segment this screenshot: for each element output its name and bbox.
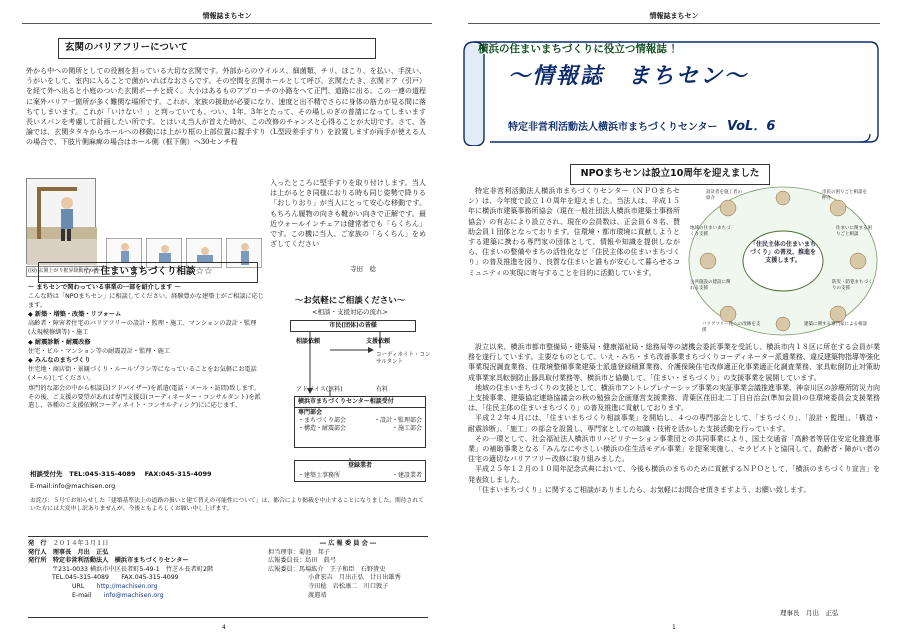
- anniversary-title: NPOまちセンは設立10周年を迎えました: [570, 164, 770, 185]
- paragraph: 平成２２年４月には、「住まいまちづくり相談事業」を開始し、４つの専門部会として、「まちづくり」、「設計・監理」、「構造・耐震診断」、「施工」の部会を設置し、専門家としての知識・技術を活かした支援活動を行っています。: [468, 414, 880, 433]
- chairman-signature: 理事長 月出 正弘: [780, 609, 839, 617]
- flow-citizens: 市民(団体)の皆様: [290, 320, 416, 332]
- newsletter-title: ～情報誌 まちセン～: [508, 64, 749, 89]
- right-page: [450, 0, 900, 636]
- service-description: 住宅地・商店街・景観づくり・ルールプラン等になっていることをお気軽にお電話(メール)してください。: [28, 366, 257, 382]
- email-link[interactable]: info@machisen.org: [103, 591, 164, 599]
- dept-item: ・構造・耐震部会: [298, 425, 347, 433]
- flow-coordinator: コーディネイト・コンサルタント: [376, 352, 431, 366]
- committee-row: 広報委員長：島田 眞弓: [268, 557, 337, 565]
- contact-email[interactable]: E-mail:info@machisen.org: [30, 482, 116, 490]
- publisher-tel-fax: TEL.045-315-4089 FAX.045-315-4099: [52, 574, 179, 582]
- url-label: URL: [72, 582, 85, 590]
- barrier-free-paragraph: 外から中への関所としての役割を担っている大切な玄関です。外部からのウイルス、細菌類、チリ、ほこり、を払い、手洗い、うがいをして、室内に入ることで菌がいればなおさらです。その空間を玄関ホールとして呼び、玄関たたき、玄関ドア（引戸）を経て外へ出ると小庭のついた玄関ポーチと続く。大小はあるものアプローチの小路をへて正門、道路に出る。この一連の道程に案外バリア一箇所が多く難関な場所です。これが、家族の援助が必要になり、速度と出不精でさらに身体の筋力が見る間に落ちてしまいます。これが「いけない！」と判っていても、つい、1年、3年とたって、その場しのぎの普請になってしまいます長いスパンを考慮して計画したい所です。とはいえ当人が首えた時が、この改修のチャンスと心得ることが大切です。さて、各論では、玄関タタキからホールへの移動には上がり框の上部位置に握手すり（L型段差手すり）を設置しますが両手が使える人の場合で、下肢片側麻痺の場合はホール側（框下側）へ30センチ程: [26, 67, 426, 147]
- contact-fax: FAX:045-315-4099: [144, 470, 212, 478]
- consult-intro: ～ まちセンで関わっている事業の一部を紹介します ～: [28, 284, 181, 291]
- flow-support-request: 支援依頼: [366, 338, 391, 345]
- entrance-illustration: [26, 178, 96, 264]
- page-number: 4: [222, 624, 226, 631]
- service-description: 高齢者・障害者住宅のバリアフリーの設計・監理・施工、マンションの設計・監理(大規模修繕等)・施工: [28, 320, 257, 336]
- diagram-node: 住まいに関する困りごと相談: [836, 226, 872, 238]
- paragraph: 地域の住まいまちづくりの支援として、横浜市アントレプレナーシップ事業の実証事業会議推進事業、神奈川区の診療所防災力向上支援事業、建築協定連絡協議会の秋の勉強会企画運営支援業務、青葉区荏田北二丁目自治会(準加会員)の住環境委員会支援業務は、「住民主体の住まいまちづくり」の普及推進に貢献しております。: [468, 383, 880, 413]
- activities-text: [468, 342, 880, 495]
- publisher-label: 発行人: [28, 548, 47, 556]
- diagram-node: 防災・防犯まちづくりの支援: [832, 280, 873, 292]
- dept-heading: 専門部会: [298, 409, 323, 416]
- consultation-title: ☆☆住まいまちづくり相談☆☆: [38, 262, 258, 283]
- contact-label: 相談受付先: [30, 470, 63, 478]
- committee-info: [268, 540, 428, 600]
- committee-row: 広報委員：馬場紘介 王子和臣 石野貴史: [268, 565, 386, 573]
- anniversary-paragraph: [468, 186, 680, 278]
- consultation-text: [28, 284, 264, 411]
- organization-name: [508, 118, 775, 136]
- running-head: 情報誌まちセン: [22, 12, 432, 24]
- publisher-address: 〒231-0033 横浜市中区長者町5-49-1 竹芝ル長者町2階: [52, 565, 214, 573]
- committee-row: 小倉宏吉 月出正弘 廿日出雄秀: [308, 574, 401, 582]
- website-link[interactable]: http://machisen.org: [96, 582, 158, 590]
- author-name: 寺田 稔: [350, 265, 376, 273]
- figure-caption: (図) 玄関上がり框昇降動作の例: [26, 266, 136, 277]
- masthead-banner: [460, 38, 880, 146]
- barrier-free-title: 玄関のバリアフリーについて: [58, 38, 376, 59]
- running-head: 情報誌まちセン: [468, 12, 880, 24]
- publisher-name: 理事長 月出 正弘: [52, 548, 109, 556]
- colophon: [28, 536, 428, 618]
- paragraph: 「住まいまちづくり」に関するご相談がありましたら、お気軽にお問合せ頂きますよう、お願い致します。: [475, 485, 811, 494]
- diagram-node: 建築に関する専門家による相談: [804, 322, 867, 327]
- publisher-info: [28, 540, 260, 600]
- flow-title: ～お気軽にご相談ください～: [294, 296, 406, 306]
- flow-center: 横浜市まちづくりセンター相談受付: [294, 396, 426, 408]
- committee-row: 渡邉靖: [308, 591, 327, 599]
- dept-item: ・まちづくり部会: [298, 417, 346, 425]
- banner-tagline: 横浜の住まいまちづくりに役立つ情報誌 ！: [478, 43, 682, 55]
- barrier-free-paragraph: 入ったところに堅手すりを取り付けします。当人は上がるとき同様におりる時も同じ姿勢で降りる「おしりおり」が当人にとって安心な移動です。もちろん履物の向きも靴がい向きで正解です。最近ウォールインチェアは健常者でも「らくちん」です。この機に当人、ご家族の「らくちん」をめざしてください: [270, 179, 426, 249]
- flow-paid: 有料: [376, 386, 389, 393]
- paragraph: 平成２５年１２月の１０周年記念式典において、今後も横浜のまちのために貢献するＮＰＯとして、「横浜のまちづくり宣言」を発表致しました。: [468, 465, 880, 484]
- flow-departments: [294, 408, 426, 448]
- registrant-item: ・建築士事務所: [298, 472, 341, 479]
- flow-advice: アドバイス(無料): [296, 386, 343, 393]
- diagram-center: 「住民主体の住まいまちづくり」の普及、推進を支援します。: [749, 241, 816, 265]
- apology-note: お詫び：５号でお知らせした「建築基準法上の道路の扱いと建て替えの可能性について」は、都合により掲載を中止することになりました。期待されていた方には大変申し訳ありませんが、今後ともよろしくお願い申し上げます。: [30, 498, 424, 512]
- contact-tel: TEL:045-315-4089: [69, 470, 136, 478]
- committee-header: ― 広 報 委 員 会 ―: [319, 540, 377, 547]
- page-number: 1: [672, 624, 676, 631]
- flow-registrants: 登録業者: [294, 460, 426, 472]
- place-label: 発行所: [28, 557, 47, 565]
- consult-note: 専門的な部会の中から相談員(アドバイザー)を派遣(電話・メール・訪問)致します。その後、ご支援の要望があれば専門支援員(コーディネーター・コンサルタント)を派遣し、各種のご支援依頼(コーディネイト・コンサルティング)にに応じます。: [28, 384, 261, 410]
- issue-date: ２０１４年３月１日: [52, 540, 109, 547]
- issue-label: 発 行: [28, 540, 47, 547]
- service-heading: ◆ みんなのまちづくり: [28, 357, 91, 365]
- committee-row: 担当理事：菊池 邦子: [268, 548, 330, 556]
- registrant-item: ・建設業者: [391, 472, 422, 479]
- service-description: 住宅・ビル・マンション等の耐震設計・監理・施工: [28, 347, 171, 355]
- committee-row: 寺田稔 岩松康二 川口敦子: [308, 582, 389, 590]
- diagram-node: 公共施設の建設に関わる支援: [690, 280, 731, 292]
- paragraph: その一環として、社会福祉法人横浜市リハビリテーション事業団との共同事業により、国土交通省「高齢者等居住安定化推進事業」の補助事業となる「みんなにやさしい横浜の住生活モデル事業」を提案実施し、セラピストと協同して、高齢者・障がい者の住宅の適切なバリアフリー改修に取り組みました。: [468, 434, 880, 464]
- diagram-node: 設計者を施工者の紹介: [706, 190, 742, 202]
- publisher-org: 特定非営利活動法人 横浜市まちづくりセンター: [52, 557, 189, 565]
- service-heading: ◆ 新築・増築・改築・リフォーム: [28, 311, 122, 319]
- volume-number: VoL．6: [726, 119, 776, 134]
- paragraph: 設立以来、横浜市都市整備局・建築局・健康福祉局・総務局等の諸機会委託事業を受託し、横浜市内１８区に所在する会員が業務を遂行しています。主要なものとして、いえ・みち・まち改善事業まちづくりコーディネーター派遣業務、違反建築物指導等強化事業現況調査業務、住環境整備事業建築士派遣登録積算業務、介護保険住宅改修適正化事業適正化調査業務、家具転倒防止対策助成事業家具転倒防止器具取付業務等、横浜市と協働して、「住まい・まちづくり」の支援事業を展開しています。: [468, 343, 880, 382]
- dept-item: ・設計・監理部会: [373, 417, 422, 425]
- flow-registrant-items: [294, 471, 426, 482]
- service-heading: ◆ 耐震診断・耐震改修: [28, 338, 91, 346]
- flow-subtitle: <相談・支援対応の流れ>: [312, 308, 388, 316]
- activity-diagram: [688, 186, 878, 336]
- contact-line: [30, 470, 212, 479]
- mail-label: E-mail: [72, 591, 92, 599]
- paragraph: 特定非営利活動法人横浜市まちづくりセンター（ＮＰＯまちセン）は、今年度で設立１０周年を迎えました。当法人は、平成１５年に横浜市建築事務所協会（現在一般社団法人横浜市建築士事務所協会）の有志により設立され、現在の会員数は、正会員６８名、賛助会員１団体となっております。住環境・都市環境に貢献しようとする建築に携わる専門家の団体として、情報や知識を提供しながら、住まいの整備やまちの活性化など「住民主体の住まいまちづくり」の普及推進を図り、良質な住まいと誰もが安心して暮らせるコミュニティの実現に寄与することを目的に活動しています。: [468, 187, 680, 277]
- diagram-node: 市民の困りごと相談を仲介: [822, 190, 867, 202]
- org-name-text: 特定非営利活動法人横浜市まちづくりセンター: [508, 122, 718, 133]
- diagram-node: バリアフリー化への改修を支援: [702, 322, 761, 334]
- consult-lead: こんな時は「NPOまちセン」に相談してください。経験豊かな建築士がご相談に応じます。: [28, 292, 264, 309]
- dept-item: ・施工部会: [391, 425, 422, 433]
- flow-consult-request: 相談依頼: [296, 338, 321, 345]
- diagram-node: 地域の住まいまちづくり支援: [690, 226, 731, 238]
